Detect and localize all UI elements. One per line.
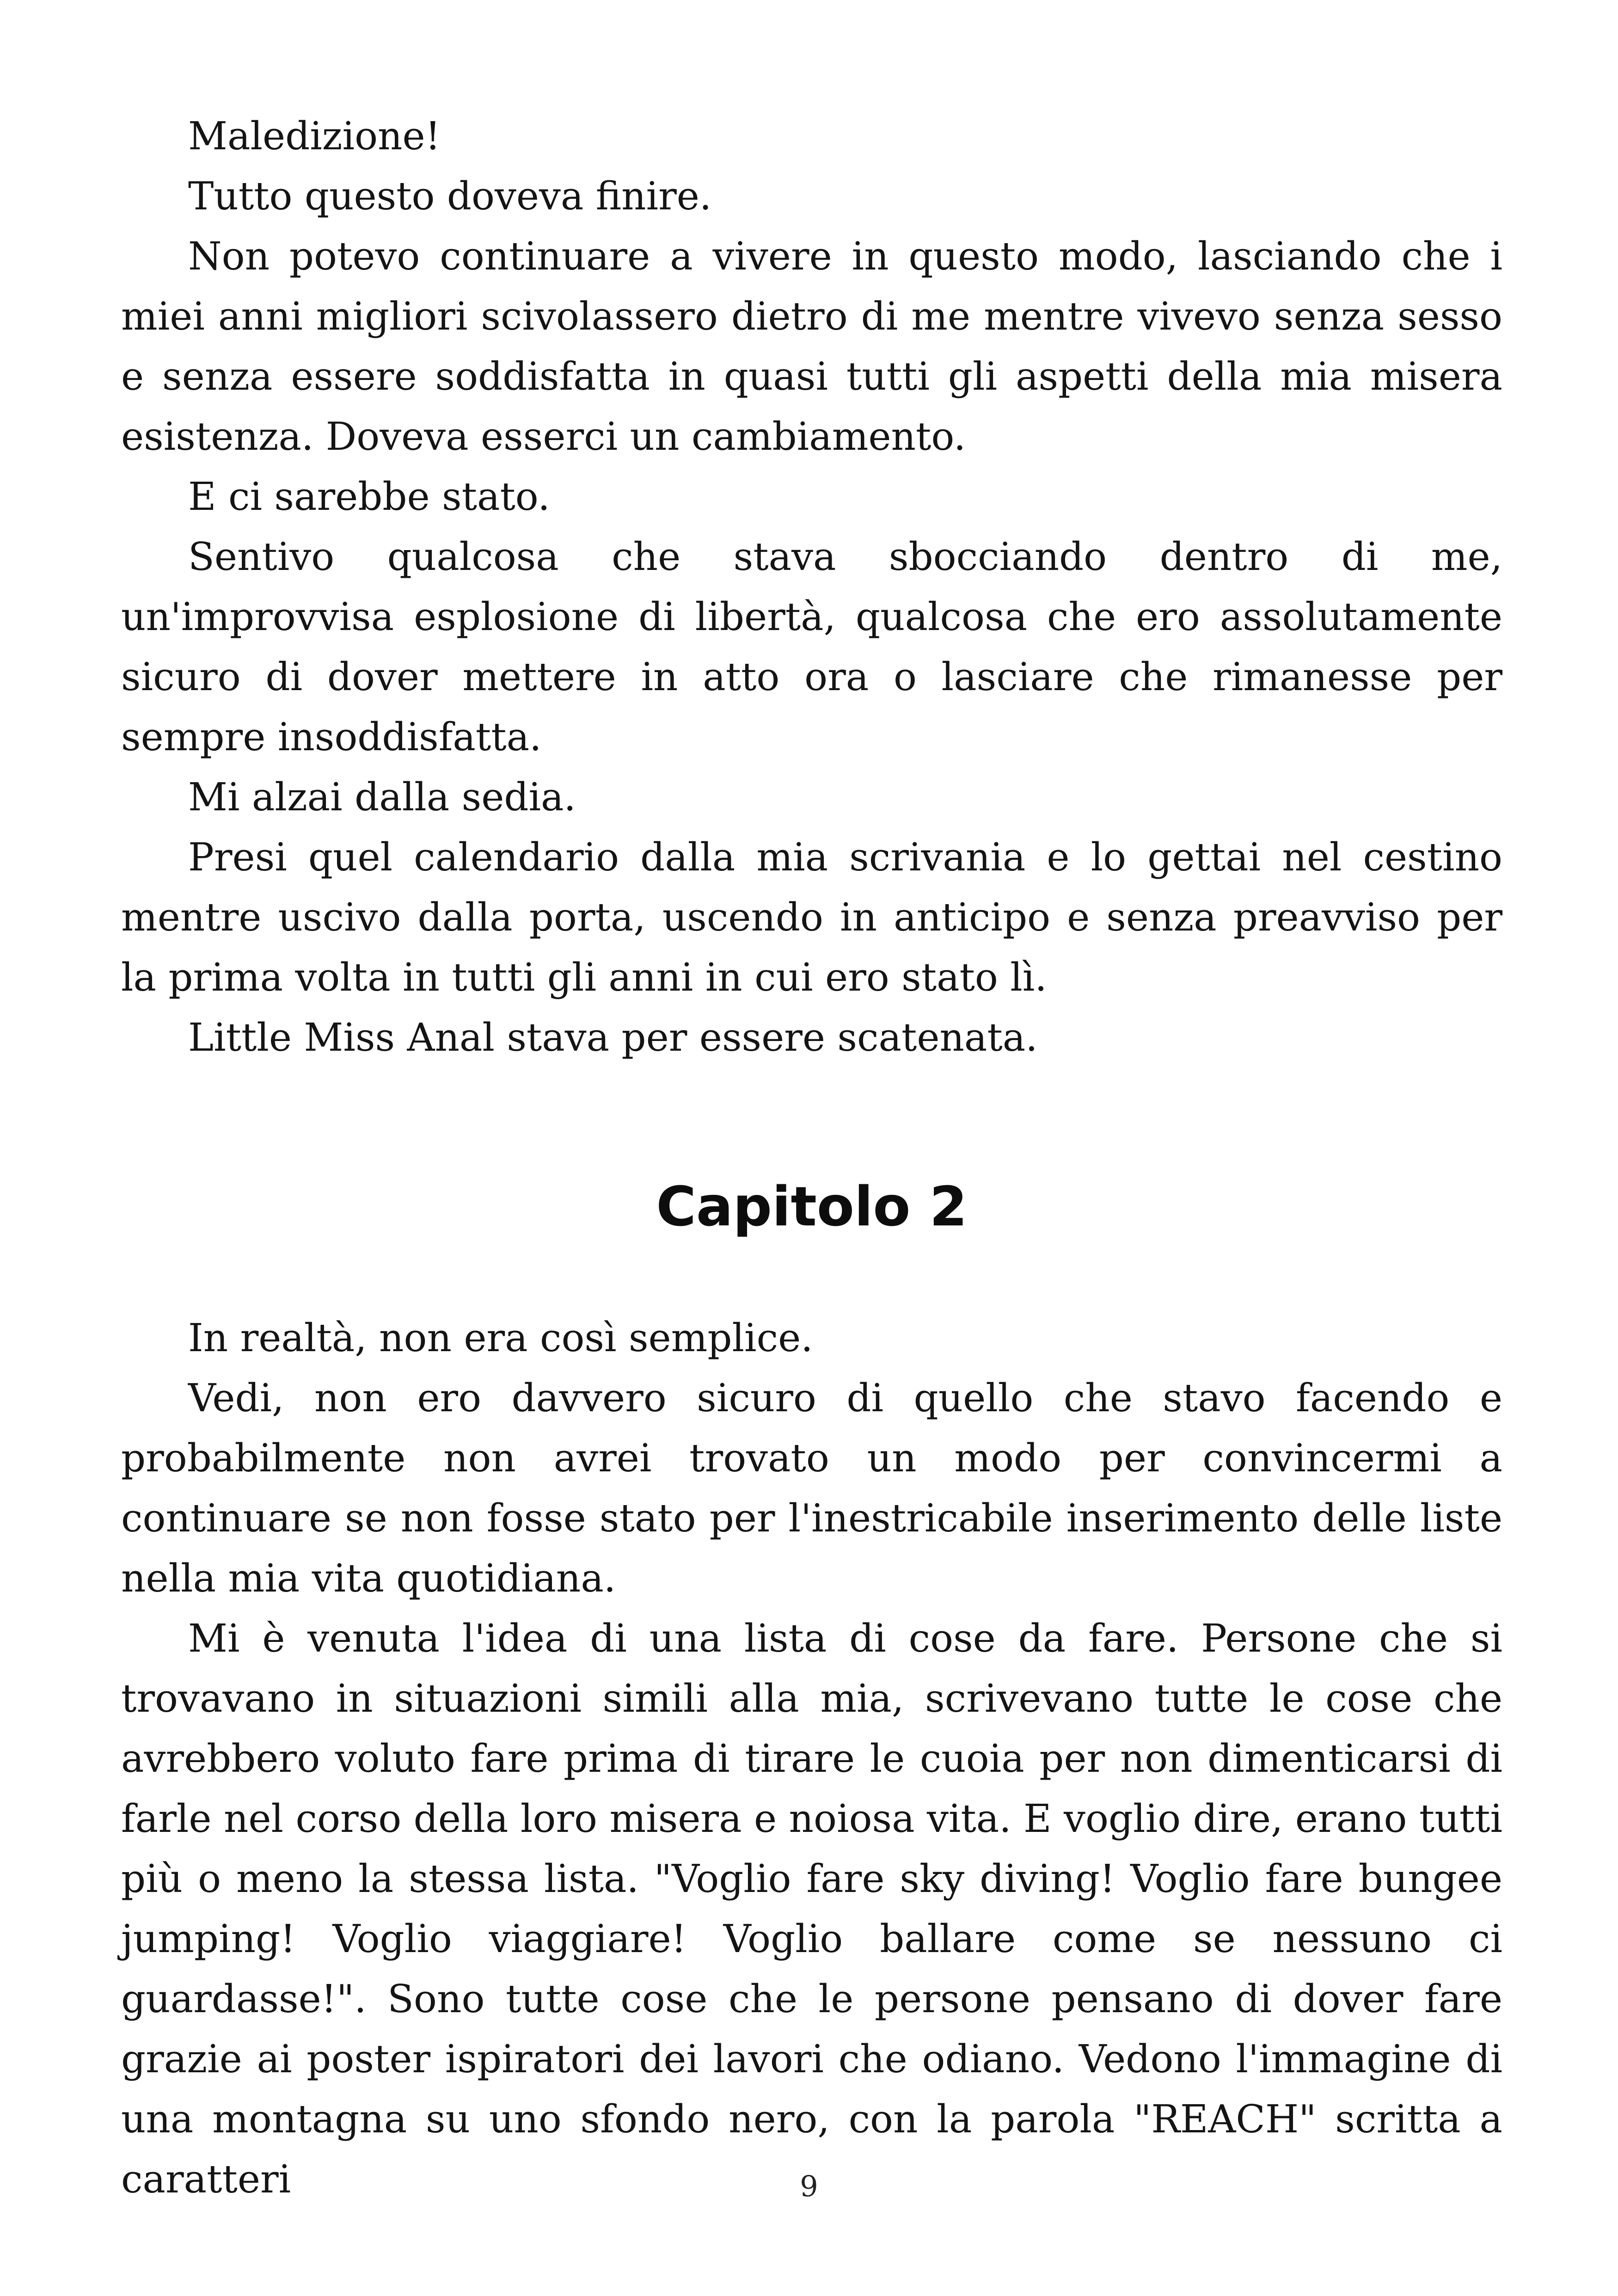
paragraph: Tutto questo doveva finire. (188, 174, 712, 219)
chapter-title: Capitolo 2 (656, 1175, 968, 1238)
page-number: 9 (800, 2169, 818, 2203)
page-body (121, 106, 1502, 2210)
paragraph: Little Miss Anal stava per essere scatenata. (188, 1015, 1038, 1060)
paragraph: Vedi, non ero davvero sicuro di quello che stavo facendo e probabilmente non avrei trovato un modo per convincermi a continuare se non fosse stato per l'inestricabile inserimento delle liste nella mia vita quotidiana. (121, 1376, 1502, 1601)
paragraph: Sentivo qualcosa che stava sbocciando dentro di me, un'improvvisa esplosione di libertà, qualcosa che ero assolutamente sicuro di dover mettere in atto ora o lasciare che rimanesse per sempre insoddisfatta. (121, 534, 1502, 759)
paragraph: Non potevo continuare a vivere in questo modo, lasciando che i miei anni migliori scivolassero dietro di me mentre vivevo senza sesso e senza essere soddisfatta in quasi tutti gli aspetti della mia misera esistenza. Doveva esserci un cambiamento. (121, 234, 1502, 459)
chapter-heading-block (121, 1068, 1502, 1308)
paragraph: In realtà, non era così semplice. (188, 1316, 813, 1360)
paragraph: E ci sarebbe stato. (188, 474, 550, 519)
paragraph: Maledizione! (188, 114, 441, 159)
paragraph: Mi alzai dalla sedia. (188, 775, 576, 820)
paragraph: Presi quel calendario dalla mia scrivania e lo gettai nel cestino mentre uscivo dalla porta, uscendo in anticipo e senza preavviso per la prima volta in tutti gli anni in cui ero stato lì. (121, 835, 1502, 1000)
paragraph: Mi è venuta l'idea di una lista di cose da fare. Persone che si trovavano in situazioni simili alla mia, scrivevano tutte le cose che avrebbero voluto fare prima di tirare le cuoia per non dimenticarsi di farle nel corso della loro misera e noiosa vita. E voglio dire, erano tutti più o meno la stessa lista. "Voglio fare sky diving! Voglio fare bungee jumping! Voglio viaggiare! Voglio ballare come se nessuno ci guardasse!". Sono tutte cose che le persone pensano di dover fare grazie ai poster ispiratori dei lavori che odiano. Vedono l'immagine di una montagna su uno sfondo nero, con la parola "REACH" scritta a caratteri (121, 1616, 1502, 2202)
